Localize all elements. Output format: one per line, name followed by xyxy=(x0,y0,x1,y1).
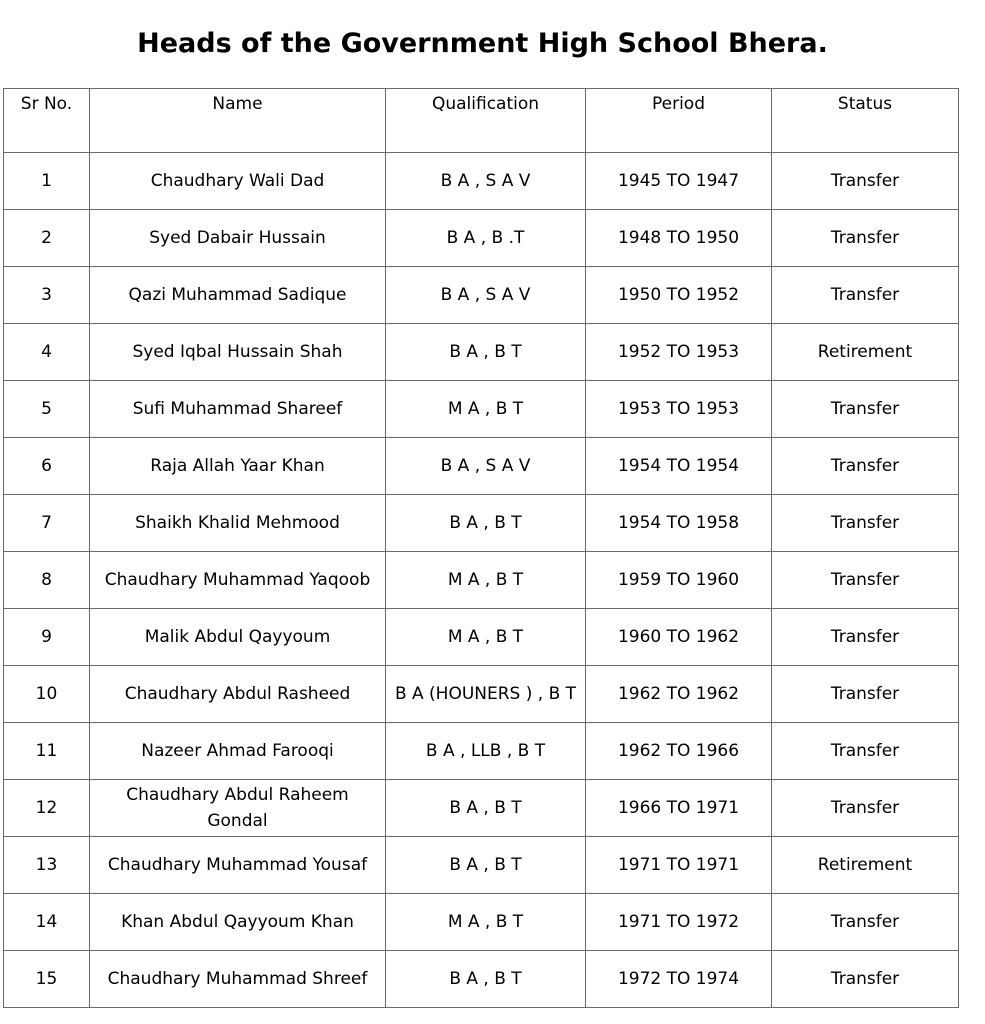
cell-period: 1962 TO 1962 xyxy=(586,666,772,723)
cell-qualification: B A , LLB , B T xyxy=(386,723,586,780)
table-body xyxy=(4,153,959,1008)
cell-name: Qazi Muhammad Sadique xyxy=(90,267,386,324)
heads-table xyxy=(3,88,959,1008)
cell-name: Chaudhary Abdul Rasheed xyxy=(90,666,386,723)
cell-qualification: M A , B T xyxy=(386,381,586,438)
cell-status: Retirement xyxy=(772,837,959,894)
table-row xyxy=(4,780,959,837)
cell-sr-no: 8 xyxy=(4,552,90,609)
header-period: Period xyxy=(586,89,772,153)
cell-period: 1953 TO 1953 xyxy=(586,381,772,438)
table-header xyxy=(4,89,959,153)
cell-period: 1971 TO 1971 xyxy=(586,837,772,894)
cell-period: 1952 TO 1953 xyxy=(586,324,772,381)
cell-status: Transfer xyxy=(772,723,959,780)
cell-qualification: M A , B T xyxy=(386,552,586,609)
cell-sr-no: 10 xyxy=(4,666,90,723)
cell-status: Retirement xyxy=(772,324,959,381)
cell-period: 1954 TO 1958 xyxy=(586,495,772,552)
cell-status: Transfer xyxy=(772,894,959,951)
cell-period: 1950 TO 1952 xyxy=(586,267,772,324)
cell-period: 1962 TO 1966 xyxy=(586,723,772,780)
cell-status: Transfer xyxy=(772,210,959,267)
cell-name: Syed Dabair Hussain xyxy=(90,210,386,267)
table-row xyxy=(4,210,959,267)
cell-status: Transfer xyxy=(772,780,959,837)
table-row xyxy=(4,951,959,1008)
cell-qualification: B A , S A V xyxy=(386,153,586,210)
header-status: Status xyxy=(772,89,959,153)
cell-sr-no: 7 xyxy=(4,495,90,552)
cell-period: 1954 TO 1954 xyxy=(586,438,772,495)
cell-sr-no: 5 xyxy=(4,381,90,438)
table-row xyxy=(4,837,959,894)
header-qualification: Qualification xyxy=(386,89,586,153)
table-row xyxy=(4,495,959,552)
cell-sr-no: 3 xyxy=(4,267,90,324)
cell-name: Nazeer Ahmad Farooqi xyxy=(90,723,386,780)
cell-sr-no: 12 xyxy=(4,780,90,837)
cell-sr-no: 14 xyxy=(4,894,90,951)
cell-status: Transfer xyxy=(772,609,959,666)
table-row xyxy=(4,153,959,210)
table-row xyxy=(4,438,959,495)
cell-status: Transfer xyxy=(772,438,959,495)
cell-period: 1959 TO 1960 xyxy=(586,552,772,609)
cell-status: Transfer xyxy=(772,552,959,609)
cell-qualification: B A , S A V xyxy=(386,267,586,324)
cell-sr-no: 6 xyxy=(4,438,90,495)
header-row xyxy=(4,89,959,153)
table-row xyxy=(4,723,959,780)
cell-name: Chaudhary Wali Dad xyxy=(90,153,386,210)
cell-qualification: M A , B T xyxy=(386,609,586,666)
cell-qualification: B A (HOUNERS ) , B T xyxy=(386,666,586,723)
cell-sr-no: 15 xyxy=(4,951,90,1008)
table-row xyxy=(4,609,959,666)
cell-status: Transfer xyxy=(772,666,959,723)
cell-status: Transfer xyxy=(772,381,959,438)
cell-sr-no: 4 xyxy=(4,324,90,381)
cell-period: 1945 TO 1947 xyxy=(586,153,772,210)
cell-name: Chaudhary Muhammad Yaqoob xyxy=(90,552,386,609)
cell-status: Transfer xyxy=(772,153,959,210)
table-row xyxy=(4,666,959,723)
cell-status: Transfer xyxy=(772,495,959,552)
cell-name: Shaikh Khalid Mehmood xyxy=(90,495,386,552)
cell-name: Chaudhary Abdul Raheem Gondal xyxy=(90,780,386,837)
cell-status: Transfer xyxy=(772,267,959,324)
table-row xyxy=(4,324,959,381)
cell-name: Malik Abdul Qayyoum xyxy=(90,609,386,666)
cell-sr-no: 11 xyxy=(4,723,90,780)
cell-period: 1960 TO 1962 xyxy=(586,609,772,666)
table-row xyxy=(4,267,959,324)
table-row xyxy=(4,381,959,438)
cell-name: Sufi Muhammad Shareef xyxy=(90,381,386,438)
cell-qualification: B A , B T xyxy=(386,780,586,837)
cell-qualification: B A , B T xyxy=(386,324,586,381)
header-name: Name xyxy=(90,89,386,153)
cell-period: 1966 TO 1971 xyxy=(586,780,772,837)
table-row xyxy=(4,552,959,609)
cell-period: 1948 TO 1950 xyxy=(586,210,772,267)
cell-qualification: B A , B .T xyxy=(386,210,586,267)
cell-status: Transfer xyxy=(772,951,959,1008)
cell-name: Chaudhary Muhammad Yousaf xyxy=(90,837,386,894)
table-row xyxy=(4,894,959,951)
cell-sr-no: 9 xyxy=(4,609,90,666)
cell-period: 1971 TO 1972 xyxy=(586,894,772,951)
header-sr-no: Sr No. xyxy=(4,89,90,153)
cell-name: Chaudhary Muhammad Shreef xyxy=(90,951,386,1008)
cell-qualification: B A , S A V xyxy=(386,438,586,495)
cell-sr-no: 13 xyxy=(4,837,90,894)
cell-name: Khan Abdul Qayyoum Khan xyxy=(90,894,386,951)
page-title: Heads of the Government High School Bhera. xyxy=(137,28,828,59)
cell-qualification: B A , B T xyxy=(386,837,586,894)
cell-period: 1972 TO 1974 xyxy=(586,951,772,1008)
cell-name: Syed Iqbal Hussain Shah xyxy=(90,324,386,381)
cell-qualification: B A , B T xyxy=(386,495,586,552)
cell-qualification: M A , B T xyxy=(386,894,586,951)
cell-sr-no: 2 xyxy=(4,210,90,267)
cell-sr-no: 1 xyxy=(4,153,90,210)
cell-qualification: B A , B T xyxy=(386,951,586,1008)
cell-name: Raja Allah Yaar Khan xyxy=(90,438,386,495)
